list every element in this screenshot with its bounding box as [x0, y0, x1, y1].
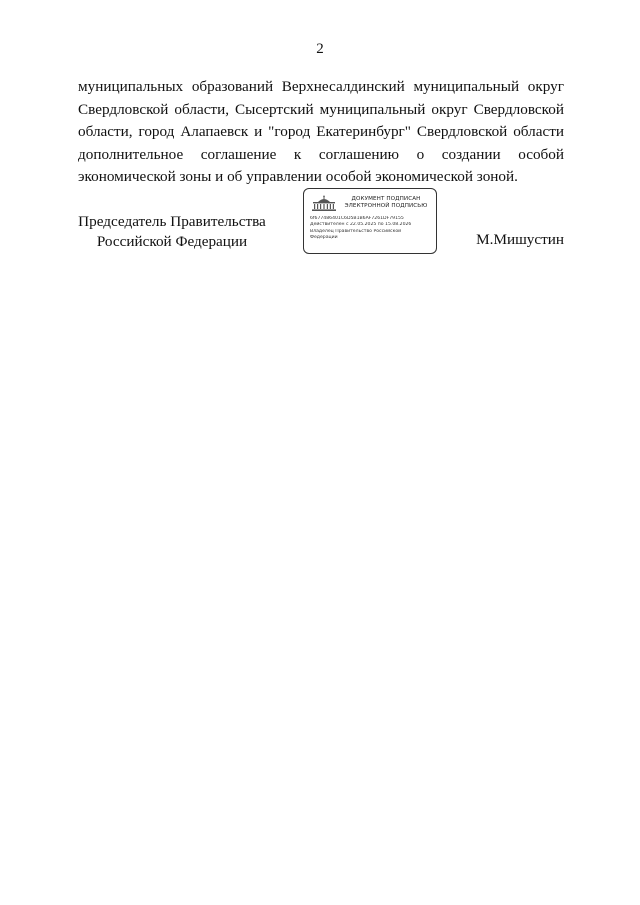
stamp-details [310, 216, 434, 242]
stamp-owner-line-1: Владелец Правительство Российской [310, 228, 402, 234]
stamp-heading-line-2: ЭЛЕКТРОННОЙ ПОДПИСЬЮ [344, 203, 428, 209]
signer-title-line-1: Председатель Правительства [78, 213, 266, 230]
stamp-owner-line-2: Федерации [310, 235, 338, 241]
signer-title [72, 212, 272, 252]
stamp-heading [338, 196, 434, 210]
signer-title-line-2: Российской Федерации [96, 233, 248, 250]
page-number: 2 [316, 41, 324, 57]
stamp-validity: Действителен с 22.05.2025 по 15.08.2026 [310, 222, 412, 228]
government-building-icon [311, 194, 337, 212]
signer-name: М.Мишустин [476, 231, 564, 248]
electronic-signature-stamp [303, 188, 437, 254]
body-paragraph: муниципальных образований Верхнесалдинский муниципальный округ Свердловской области, Сысертский муниципальный округ Свердловской области, город Алапаевск и "город Екатеринбург" Свердловской области дополнительное соглашение к соглашению о создании особой экономической зоны и об управлении особой экономической зоной. [78, 78, 564, 186]
stamp-heading-line-1: ДОКУМЕНТ ПОДПИСАН [351, 196, 421, 202]
stamp-serial: 6f677486401C6D5B1B6AF7261DF79155 [310, 216, 404, 221]
